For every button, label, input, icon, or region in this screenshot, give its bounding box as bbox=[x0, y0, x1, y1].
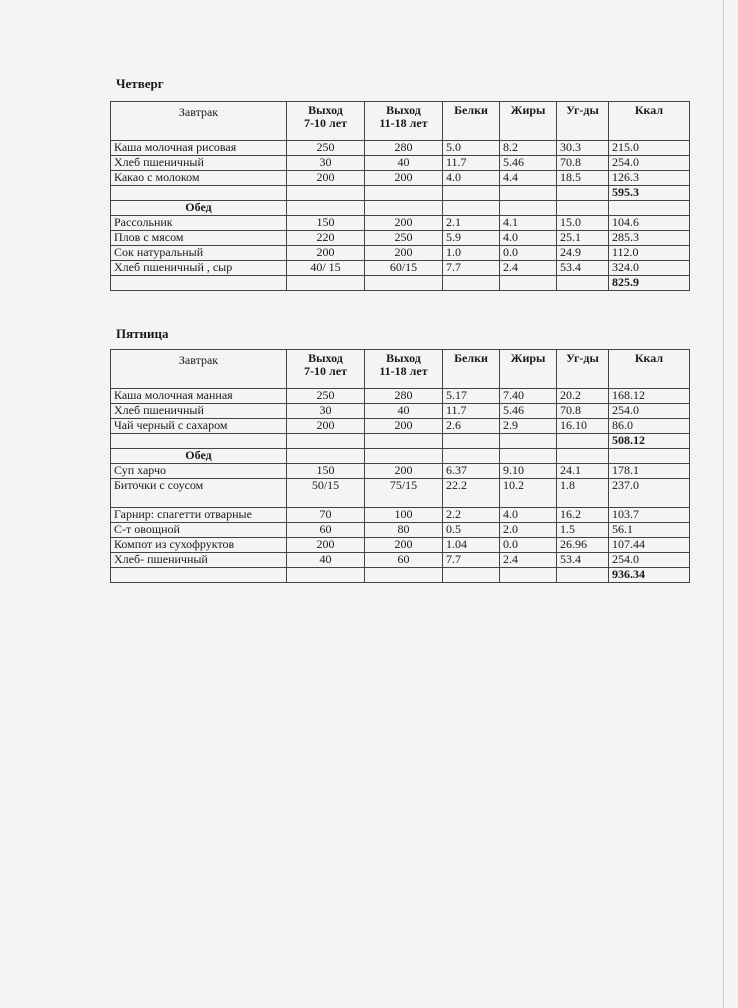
dish-name: Рассольник bbox=[111, 216, 287, 231]
empty-cell bbox=[500, 201, 557, 216]
section-row bbox=[111, 449, 690, 464]
table-row bbox=[111, 261, 690, 276]
table-cell: 103.7 bbox=[609, 508, 690, 523]
table-cell: 215.0 bbox=[609, 141, 690, 156]
table-cell: 15.0 bbox=[557, 216, 609, 231]
table-cell: 200 bbox=[287, 246, 365, 261]
empty-cell bbox=[500, 434, 557, 449]
header-row bbox=[111, 102, 690, 141]
day-title-friday: Пятница bbox=[116, 326, 169, 341]
header-text: Завтрак bbox=[178, 105, 219, 119]
header-text: 11-18 лет bbox=[379, 364, 428, 378]
day-title-thursday: Четверг bbox=[116, 76, 164, 91]
table-cell: 5.46 bbox=[500, 404, 557, 419]
header-cell bbox=[500, 102, 557, 141]
table-cell: 168.12 bbox=[609, 389, 690, 404]
empty-cell bbox=[287, 568, 365, 583]
header-text: 7-10 лет bbox=[304, 364, 347, 378]
empty-cell bbox=[500, 568, 557, 583]
table-cell: 40 bbox=[365, 404, 443, 419]
table-cell: 30 bbox=[287, 404, 365, 419]
header-text: Выход bbox=[386, 103, 421, 117]
table-cell: 150 bbox=[287, 464, 365, 479]
table-cell: 107.44 bbox=[609, 538, 690, 553]
table-cell: 150 bbox=[287, 216, 365, 231]
total-kcal: 825.9 bbox=[609, 276, 690, 291]
table-cell: 5.17 bbox=[443, 389, 500, 404]
dish-name: Хлеб- пшеничный bbox=[111, 553, 287, 568]
table-row bbox=[111, 553, 690, 568]
table-cell: 8.2 bbox=[500, 141, 557, 156]
table-cell: 75/15 bbox=[365, 479, 443, 508]
table-cell: 22.2 bbox=[443, 479, 500, 508]
table-cell: 254.0 bbox=[609, 404, 690, 419]
empty-cell bbox=[365, 568, 443, 583]
empty-cell bbox=[609, 449, 690, 464]
empty-cell bbox=[443, 201, 500, 216]
table-cell: 16.10 bbox=[557, 419, 609, 434]
empty-cell bbox=[111, 276, 287, 291]
table-cell: 200 bbox=[287, 171, 365, 186]
table-cell: 254.0 bbox=[609, 156, 690, 171]
table-cell: 200 bbox=[365, 419, 443, 434]
dish-name: Гарнир: спагетти отварные bbox=[111, 508, 287, 523]
total-kcal: 595.3 bbox=[609, 186, 690, 201]
table-cell: 0.0 bbox=[500, 246, 557, 261]
table-cell: 56.1 bbox=[609, 523, 690, 538]
header-text: Уг-ды bbox=[566, 103, 599, 117]
header-cell bbox=[287, 350, 365, 389]
empty-cell bbox=[287, 276, 365, 291]
table-cell: 220 bbox=[287, 231, 365, 246]
section-row bbox=[111, 201, 690, 216]
table-cell: 5.46 bbox=[500, 156, 557, 171]
empty-cell bbox=[365, 276, 443, 291]
header-text: Выход bbox=[386, 351, 421, 365]
header-cell bbox=[365, 350, 443, 389]
empty-cell bbox=[557, 276, 609, 291]
table-cell: 285.3 bbox=[609, 231, 690, 246]
table-cell: 18.5 bbox=[557, 171, 609, 186]
table-row bbox=[111, 523, 690, 538]
dish-name: Каша молочная рисовая bbox=[111, 141, 287, 156]
header-text: Белки bbox=[454, 351, 488, 365]
dish-name: Какао с молоком bbox=[111, 171, 287, 186]
table-cell: 254.0 bbox=[609, 553, 690, 568]
table-cell: 5.9 bbox=[443, 231, 500, 246]
dish-name: Сок натуральный bbox=[111, 246, 287, 261]
table-cell: 70.8 bbox=[557, 156, 609, 171]
table-cell: 200 bbox=[287, 538, 365, 553]
table-cell: 86.0 bbox=[609, 419, 690, 434]
header-text: Белки bbox=[454, 103, 488, 117]
table-cell: 2.6 bbox=[443, 419, 500, 434]
table-cell: 24.9 bbox=[557, 246, 609, 261]
dish-name: Каша молочная манная bbox=[111, 389, 287, 404]
table-cell: 70 bbox=[287, 508, 365, 523]
table-cell: 200 bbox=[365, 171, 443, 186]
header-cell bbox=[111, 350, 287, 389]
header-text: Жиры bbox=[510, 103, 546, 117]
header-cell bbox=[365, 102, 443, 141]
header-text: Завтрак bbox=[178, 353, 219, 367]
table-cell: 60 bbox=[287, 523, 365, 538]
table-cell: 0.5 bbox=[443, 523, 500, 538]
table-cell: 30 bbox=[287, 156, 365, 171]
table-row bbox=[111, 404, 690, 419]
header-text: Ккал bbox=[634, 103, 664, 117]
header-text: Ккал bbox=[634, 351, 664, 365]
table-cell: 24.1 bbox=[557, 464, 609, 479]
table-cell: 11.7 bbox=[443, 156, 500, 171]
table-row bbox=[111, 538, 690, 553]
header-cell bbox=[287, 102, 365, 141]
table-cell: 2.9 bbox=[500, 419, 557, 434]
table-cell: 7.7 bbox=[443, 553, 500, 568]
dish-name: С-т овощной bbox=[111, 523, 287, 538]
table-cell: 30.3 bbox=[557, 141, 609, 156]
table-cell: 11.7 bbox=[443, 404, 500, 419]
menu-table-thursday bbox=[110, 101, 690, 291]
table-cell: 16.2 bbox=[557, 508, 609, 523]
header-cell bbox=[557, 102, 609, 141]
page-edge bbox=[723, 0, 724, 1008]
table-cell: 100 bbox=[365, 508, 443, 523]
table-cell: 250 bbox=[287, 389, 365, 404]
empty-cell bbox=[443, 449, 500, 464]
table-cell: 40 bbox=[365, 156, 443, 171]
dish-name: Чай черный с сахаром bbox=[111, 419, 287, 434]
empty-cell bbox=[609, 201, 690, 216]
table-cell: 26.96 bbox=[557, 538, 609, 553]
table-row bbox=[111, 246, 690, 261]
table-cell: 200 bbox=[365, 538, 443, 553]
empty-cell bbox=[500, 186, 557, 201]
header-text: 11-18 лет bbox=[379, 116, 428, 130]
table-cell: 2.2 bbox=[443, 508, 500, 523]
table-cell: 40 bbox=[287, 553, 365, 568]
total-row bbox=[111, 568, 690, 583]
table-cell: 4.0 bbox=[500, 231, 557, 246]
empty-cell bbox=[365, 186, 443, 201]
table-row bbox=[111, 141, 690, 156]
table-cell: 1.0 bbox=[443, 246, 500, 261]
header-row bbox=[111, 350, 690, 389]
dish-name: Плов с мясом bbox=[111, 231, 287, 246]
header-text: 7-10 лет bbox=[304, 116, 347, 130]
empty-cell bbox=[365, 201, 443, 216]
table-cell: 20.2 bbox=[557, 389, 609, 404]
table-cell: 126.3 bbox=[609, 171, 690, 186]
table-cell: 60/15 bbox=[365, 261, 443, 276]
table-cell: 10.2 bbox=[500, 479, 557, 508]
table-cell: 80 bbox=[365, 523, 443, 538]
table-cell: 1.04 bbox=[443, 538, 500, 553]
dish-name: Биточки с соусом bbox=[111, 479, 287, 508]
header-cell bbox=[609, 102, 690, 141]
table-row bbox=[111, 156, 690, 171]
table-cell: 53.4 bbox=[557, 261, 609, 276]
table-cell: 53.4 bbox=[557, 553, 609, 568]
table-cell: 250 bbox=[287, 141, 365, 156]
table-cell: 6.37 bbox=[443, 464, 500, 479]
table-row bbox=[111, 479, 690, 508]
header-cell bbox=[443, 102, 500, 141]
table-cell: 104.6 bbox=[609, 216, 690, 231]
empty-cell bbox=[557, 186, 609, 201]
table-cell: 200 bbox=[287, 419, 365, 434]
empty-cell bbox=[111, 186, 287, 201]
empty-cell bbox=[557, 201, 609, 216]
table-cell: 200 bbox=[365, 216, 443, 231]
dish-name: Хлеб пшеничный bbox=[111, 404, 287, 419]
empty-cell bbox=[111, 434, 287, 449]
table-cell: 70.8 bbox=[557, 404, 609, 419]
table-cell: 60 bbox=[365, 553, 443, 568]
empty-cell bbox=[287, 434, 365, 449]
table-cell: 4.1 bbox=[500, 216, 557, 231]
dish-name: Суп харчо bbox=[111, 464, 287, 479]
header-cell bbox=[443, 350, 500, 389]
table-row bbox=[111, 419, 690, 434]
table-row bbox=[111, 508, 690, 523]
table-cell: 2.4 bbox=[500, 553, 557, 568]
header-text: Жиры bbox=[510, 351, 546, 365]
empty-cell bbox=[557, 449, 609, 464]
section-label: Обед bbox=[111, 449, 287, 464]
dish-name: Компот из сухофруктов bbox=[111, 538, 287, 553]
empty-cell bbox=[365, 449, 443, 464]
table-cell: 2.4 bbox=[500, 261, 557, 276]
empty-cell bbox=[287, 186, 365, 201]
empty-cell bbox=[287, 449, 365, 464]
header-text: Выход bbox=[308, 351, 343, 365]
table-cell: 50/15 bbox=[287, 479, 365, 508]
table-cell: 1.8 bbox=[557, 479, 609, 508]
empty-cell bbox=[443, 568, 500, 583]
table-row bbox=[111, 171, 690, 186]
total-kcal: 936.34 bbox=[609, 568, 690, 583]
table-row bbox=[111, 231, 690, 246]
menu-table-friday bbox=[110, 349, 690, 583]
dish-name: Хлеб пшеничный bbox=[111, 156, 287, 171]
empty-cell bbox=[500, 449, 557, 464]
table-row bbox=[111, 464, 690, 479]
table-cell: 4.0 bbox=[500, 508, 557, 523]
empty-cell bbox=[443, 434, 500, 449]
table-cell: 237.0 bbox=[609, 479, 690, 508]
header-cell bbox=[609, 350, 690, 389]
table-cell: 280 bbox=[365, 141, 443, 156]
table-cell: 4.0 bbox=[443, 171, 500, 186]
header-text: Выход bbox=[308, 103, 343, 117]
dish-name: Хлеб пшеничный , сыр bbox=[111, 261, 287, 276]
total-row bbox=[111, 276, 690, 291]
table-cell: 324.0 bbox=[609, 261, 690, 276]
table-cell: 2.0 bbox=[500, 523, 557, 538]
empty-cell bbox=[557, 568, 609, 583]
header-cell bbox=[500, 350, 557, 389]
table-cell: 40/ 15 bbox=[287, 261, 365, 276]
table-cell: 1.5 bbox=[557, 523, 609, 538]
table-cell: 280 bbox=[365, 389, 443, 404]
header-text: Уг-ды bbox=[566, 351, 599, 365]
table-cell: 25.1 bbox=[557, 231, 609, 246]
total-row bbox=[111, 434, 690, 449]
table-cell: 178.1 bbox=[609, 464, 690, 479]
empty-cell bbox=[443, 276, 500, 291]
table-cell: 4.4 bbox=[500, 171, 557, 186]
table-cell: 200 bbox=[365, 246, 443, 261]
table-cell: 9.10 bbox=[500, 464, 557, 479]
table-cell: 200 bbox=[365, 464, 443, 479]
table-cell: 5.0 bbox=[443, 141, 500, 156]
table-row bbox=[111, 389, 690, 404]
header-cell bbox=[111, 102, 287, 141]
empty-cell bbox=[557, 434, 609, 449]
empty-cell bbox=[443, 186, 500, 201]
table-cell: 112.0 bbox=[609, 246, 690, 261]
empty-cell bbox=[287, 201, 365, 216]
table-cell: 7.40 bbox=[500, 389, 557, 404]
empty-cell bbox=[365, 434, 443, 449]
table-cell: 250 bbox=[365, 231, 443, 246]
empty-cell bbox=[500, 276, 557, 291]
table-cell: 7.7 bbox=[443, 261, 500, 276]
section-label: Обед bbox=[111, 201, 287, 216]
total-kcal: 508.12 bbox=[609, 434, 690, 449]
table-cell: 2.1 bbox=[443, 216, 500, 231]
total-row bbox=[111, 186, 690, 201]
header-cell bbox=[557, 350, 609, 389]
table-cell: 0.0 bbox=[500, 538, 557, 553]
empty-cell bbox=[111, 568, 287, 583]
table-row bbox=[111, 216, 690, 231]
